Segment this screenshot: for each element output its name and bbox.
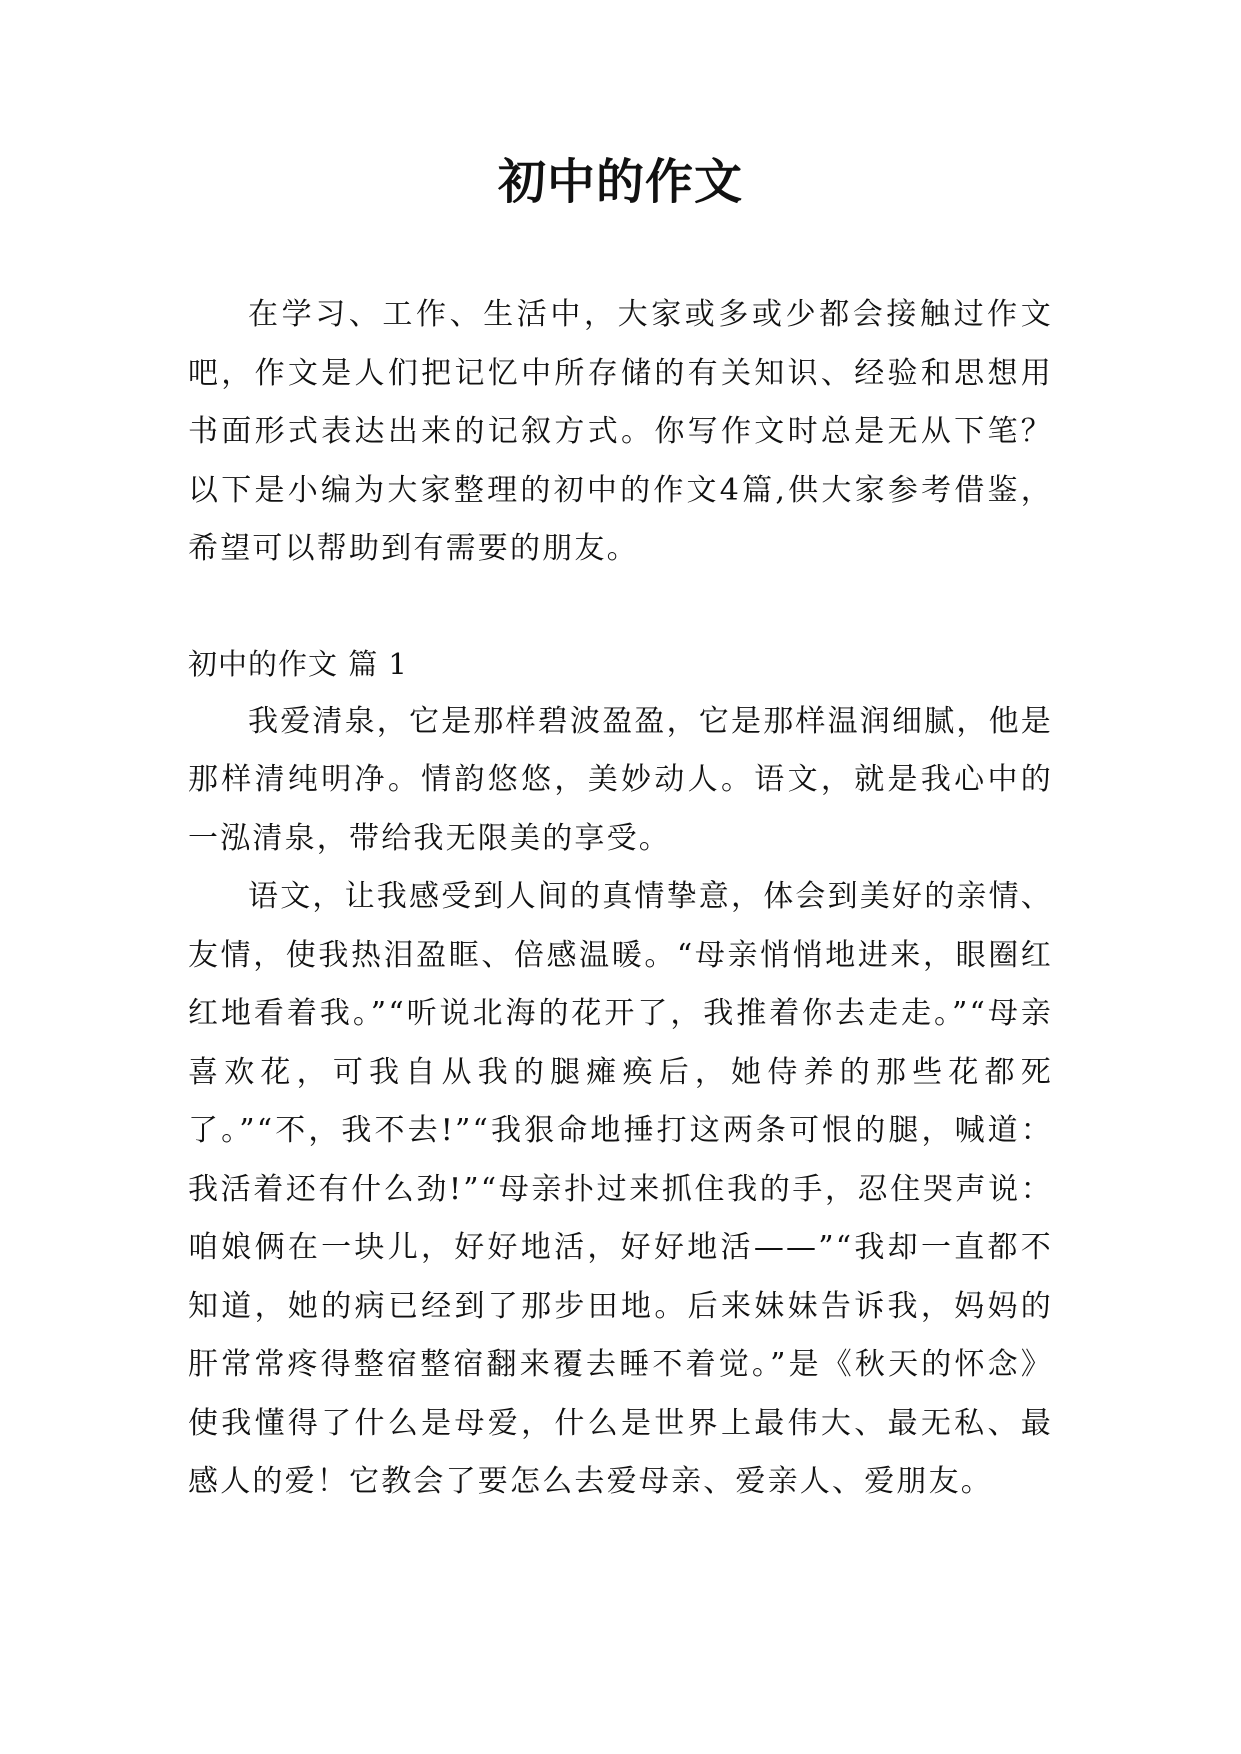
intro-paragraph: 在学习、工作、生活中，大家或多或少都会接触过作文吧，作文是人们把记忆中所存储的有关知识、经验和思想用书面形式表达出来的记叙方式。你写作文时总是无从下笔？以下是小编为大家整理的初中的作文4篇,供大家参考借鉴，希望可以帮助到有需要的朋友。: [188, 297, 1053, 566]
body-paragraph-1: 我爱清泉，它是那样碧波盈盈，它是那样温润细腻，他是那样清纯明净。情韵悠悠，美妙动人。语文，就是我心中的一泓清泉，带给我无限美的享受。: [188, 703, 1053, 856]
body-paragraph-2: 语文，让我感受到人间的真情挚意，体会到美好的亲情、友情，使我热泪盈眶、倍感温暖。“母亲悄悄地进来，眼圈红红地看着我。”“听说北海的花开了，我推着你去走走。”“母亲喜欢花，可我自从我的腿瘫痪后，她侍养的那些花都死了。”“不，我不去!”“我狠命地捶打这两条可恨的腿，喊道：我活着还有什么劲!”“母亲扑过来抓住我的手，忍住哭声说：咱娘俩在一块儿，好好地活，好好地活——”“我却一直都不知道，她的病已经到了那步田地。后来妹妹告诉我，妈妈的肝常常疼得整宿整宿翻来覆去睡不着觉。”是《秋天的怀念》使我懂得了什么是母爱，什么是世界上最伟大、最无私、最感人的爱！它教会了要怎么去爱母亲、爱亲人、爱朋友。: [188, 879, 1053, 1499]
spacer: [188, 579, 1053, 635]
section-heading: 初中的作文 篇 1: [188, 646, 408, 681]
document-title: 初中的作文: [497, 154, 743, 210]
document-body: [188, 286, 1053, 1512]
